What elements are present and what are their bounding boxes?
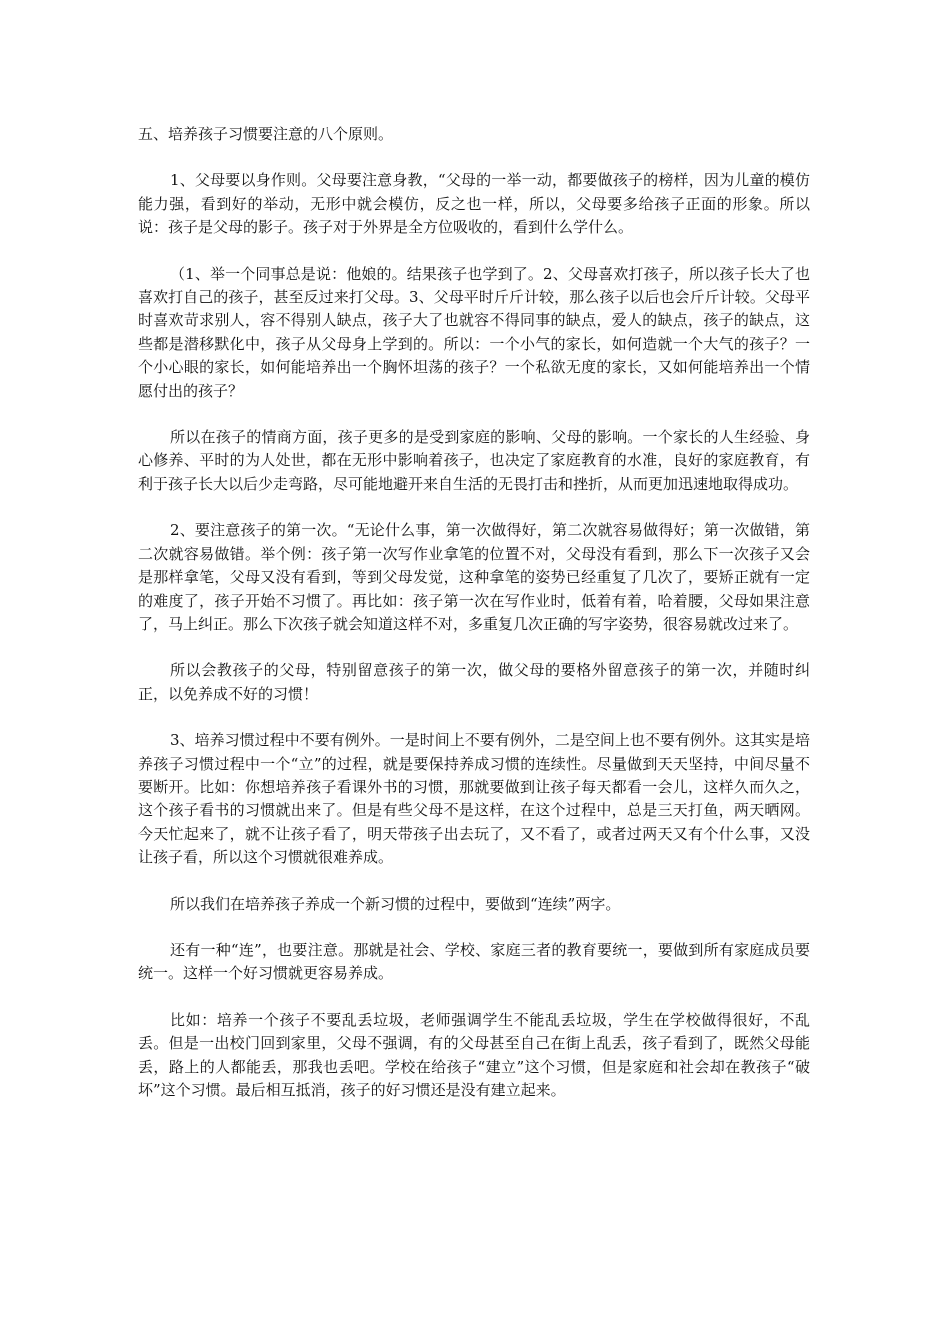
paragraph-1: 1、父母要以身作则。父母要注意身教，“父母的一举一动，都要做孩子的榜样，因为儿童的模仿能力强，看到好的举动，无形中就会模仿，反之也一样，所以，父母要多给孩子正面的形象。所以说：孩子是父母的影子。孩子对于外界是全方位吸收的，看到什么学什么。 <box>138 171 810 237</box>
paragraph-4: 2、要注意孩子的第一次。“无论什么事，第一次做得好，第二次就容易做得好；第一次做错，第二次就容易做错。举个例：孩子第一次写作业拿笔的位置不对，父母没有看到，那么下一次孩子又会是那样拿笔，父母又没有看到，等到父母发觉，这种拿笔的姿势已经重复了几次了，要矫正就有一定的难度了，孩子开始不习惯了。再比如：孩子第一次在写作业时，低着有着，哈着腰，父母如果注意了，马上纠正。那么下次孩子就会知道这样不对，多重复几次正确的写字姿势，很容易就改过来了。 <box>138 521 810 633</box>
paragraph-8: 还有一种“连”，也要注意。那就是社会、学校、家庭三者的教育要统一，要做到所有家庭成员要统一。这样一个好习惯就更容易养成。 <box>138 940 810 983</box>
section-heading: 五、培养孩子习惯要注意的八个原则。 <box>138 125 394 143</box>
paragraph-7: 所以我们在培养孩子养成一个新习惯的过程中，要做到“连续”两字。 <box>170 894 621 913</box>
document-body <box>138 123 810 1102</box>
paragraph-2: （1、举一个同事总是说：他娘的。结果孩子也学到了。2、父母喜欢打孩子，所以孩子长大了也喜欢打自己的孩子，甚至反过来打父母。3、父母平时斤斤计较，那么孩子以后也会斤斤计较。父母平时喜欢苛求别人，容不得别人缺点，孩子大了也就容不得同事的缺点，爱人的缺点，孩子的缺点，这些都是潜移默化中，孩子从父母身上学到的。所以：一个小气的家长，如何造就一个大气的孩子？一个小心眼的家长，如何能培养出一个胸怀坦荡的孩子？一个私欲无度的家长，又如何能培养出一个情愿付出的孩子？ <box>138 264 810 400</box>
paragraph-6: 3、培养习惯过程中不要有例外。一是时间上不要有例外，二是空间上也不要有例外。这其实是培养孩子习惯过程中一个“立”的过程，就是要保持养成习惯的连续性。尽量做到天天坚持，中间尽量不要断开。比如：你想培养孩子看课外书的习惯，那就要做到让孩子每天都看一会儿，这样久而久之，这个孩子看书的习惯就出来了。但是有些父母不是这样，在这个过程中，总是三天打鱼，两天晒网。今天忙起来了，就不让孩子看了，明天带孩子出去玩了，又不看了，或者过两天又有个什么事，又没让孩子看，所以这个习惯就很难养成。 <box>138 731 810 867</box>
paragraph-3: 所以在孩子的情商方面，孩子更多的是受到家庭的影响、父母的影响。一个家长的人生经验、身心修养、平时的为人处世，都在无形中影响着孩子，也决定了家庭教育的水准，良好的家庭教育，有利于孩子长大以后少走弯路，尽可能地避开来自生活的无畏打击和挫折，从而更加迅速地取得成功。 <box>138 428 810 493</box>
paragraph-9: 比如：培养一个孩子不要乱丢垃圾，老师强调学生不能乱丢垃圾，学生在学校做得很好，不乱丢。但是一出校门回到家里，父母不强调，有的父母甚至自己在街上乱丢，孩子看到了，既然父母能丢，路上的人都能丢，那我也丢吧。学校在给孩子“建立”这个习惯，但是家庭和社会却在教孩子“破坏”这个习惯。最后相互抵消，孩子的好习惯还是没有建立起来。 <box>138 1010 810 1099</box>
paragraph-5: 所以会教孩子的父母，特别留意孩子的第一次，做父母的要格外留意孩子的第一次，并随时纠正，以免养成不好的习惯！ <box>138 661 810 703</box>
